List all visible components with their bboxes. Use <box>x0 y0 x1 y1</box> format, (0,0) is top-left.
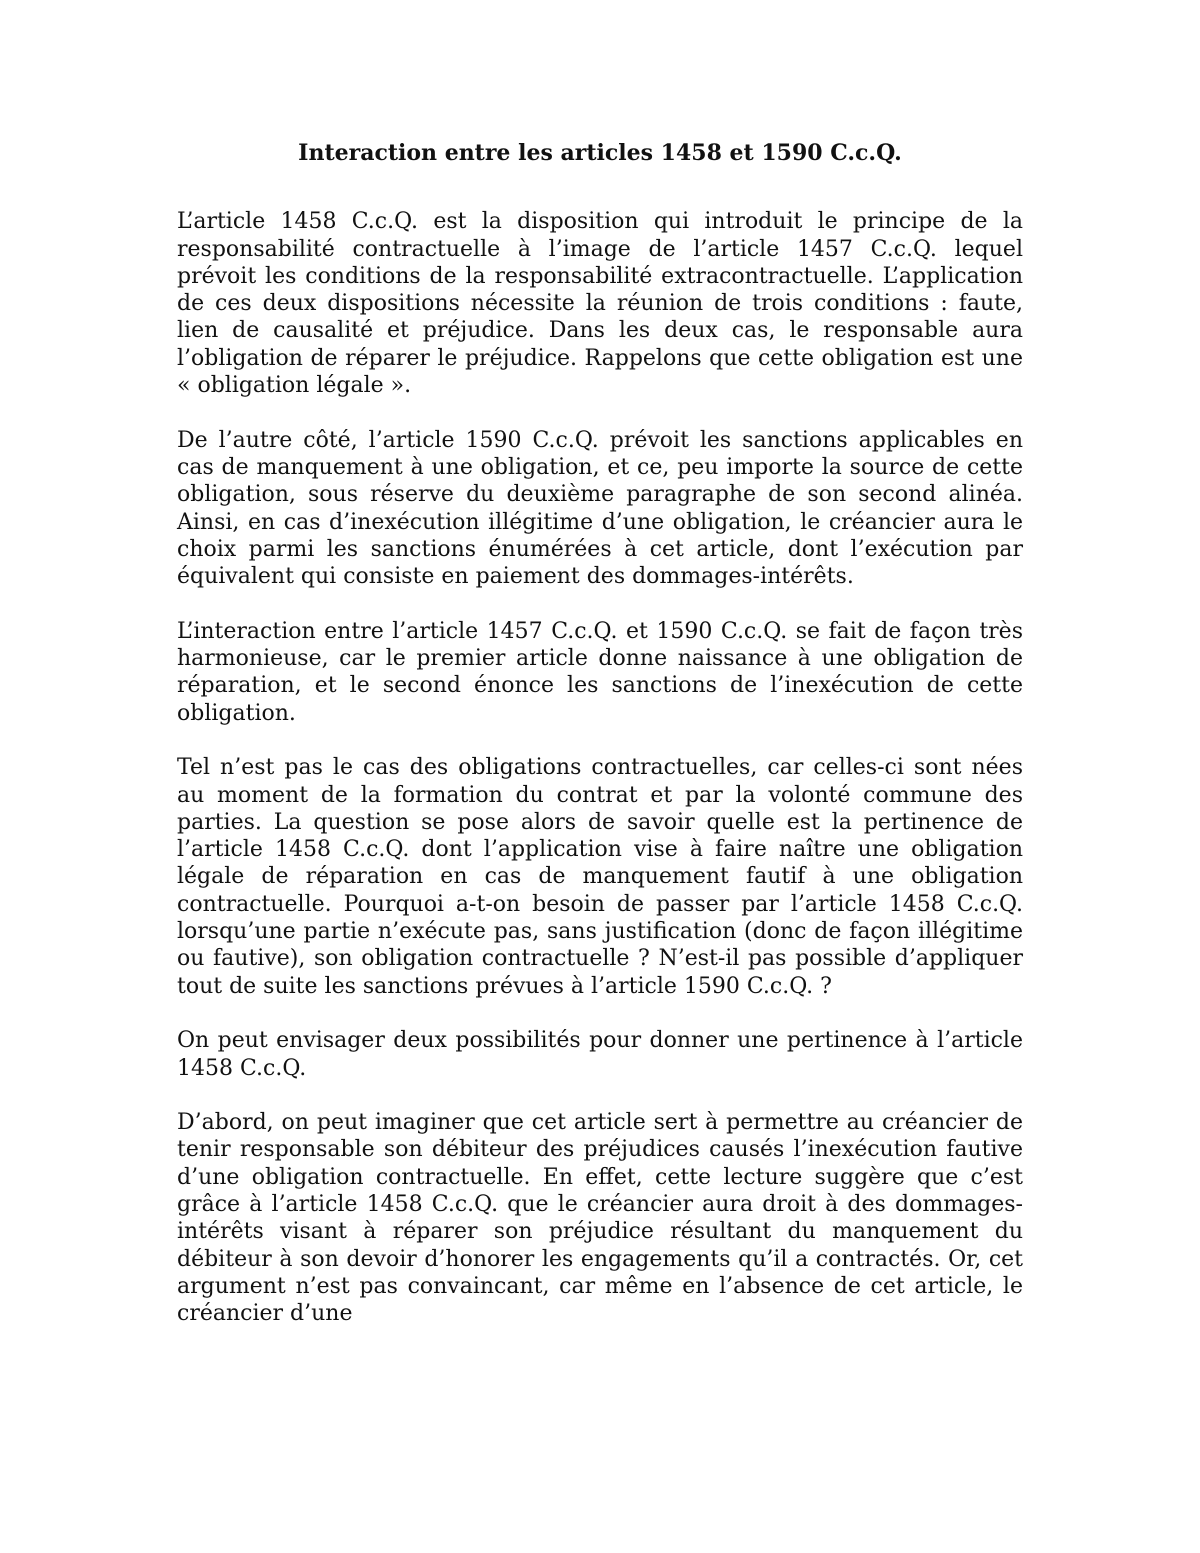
paragraph-article-1590-sanctions: De l’autre côté, l’article 1590 C.c.Q. prévoit les sanctions applicables en cas de manquement à une obligation, et ce, peu importe la source de cette obligation, sous réserve du deuxième paragraphe de son second alinéa. Ainsi, en cas d’inexécution illégitime d’une obligation, le créancier aura le choix parmi les sanctions énumérées à cet article, dont l’exécution par équivalent qui consiste en paiement des dommages-intérêts. <box>177 427 1023 590</box>
paragraph-two-possibilities: On peut envisager deux possibilités pour donner une pertinence à l’article 1458 C.c.Q. <box>177 1028 1023 1081</box>
document-body <box>177 140 1023 1327</box>
paragraph-interaction-1457-1590: L’interaction entre l’article 1457 C.c.Q. et 1590 C.c.Q. se fait de façon très harmonieuse, car le premier article donne naissance à une obligation de réparation, et le second énonce les sanctions de l’inexécution de cette obligation. <box>177 618 1023 726</box>
paragraph-contractual-obligations: Tel n’est pas le cas des obligations contractuelles, car celles-ci sont nées au moment de la formation du contrat et par la volonté commune des parties. La question se pose alors de savoir quelle est la pertinence de l’article 1458 C.c.Q. dont l’application vise à faire naître une obligation légale de réparation en cas de manquement fautif à une obligation contractuelle. Pourquoi a-t-on besoin de passer par l’article 1458 C.c.Q. lorsqu’une partie n’exécute pas, sans justification (donc de façon illégitime ou fautive), son obligation contractuelle ? N’est-il pas possible d’appliquer tout de suite les sanctions prévues à l’article 1590 C.c.Q. ? <box>177 755 1023 999</box>
document-title: Interaction entre les articles 1458 et 1590 C.c.Q. <box>298 140 902 166</box>
paragraph-first-possibility: D’abord, on peut imaginer que cet article sert à permettre au créancier de tenir responsable son débiteur des préjudices causés l’inexécution fautive d’une obligation contractuelle. En effet, cette lecture suggère que c’est grâce à l’article 1458 C.c.Q. que le créancier aura droit à des dommages-intérêts visant à réparer son préjudice résultant du manquement du débiteur à son devoir d’honorer les engagements qu’il a contractés. Or, cet argument n’est pas convaincant, car même en l’absence de cet article, le créancier d’une <box>177 1110 1023 1327</box>
paragraph-article-1458-intro: L’article 1458 C.c.Q. est la disposition qui introduit le principe de la responsabilité contractuelle à l’image de l’article 1457 C.c.Q. lequel prévoit les conditions de la responsabilité extracontractuelle. L’application de ces deux dispositions nécessite la réunion de trois conditions : faute, lien de causalité et préjudice. Dans les deux cas, le responsable aura l’obligation de réparer le préjudice. Rappelons que cette obligation est une « obligation légale ». <box>177 209 1023 399</box>
